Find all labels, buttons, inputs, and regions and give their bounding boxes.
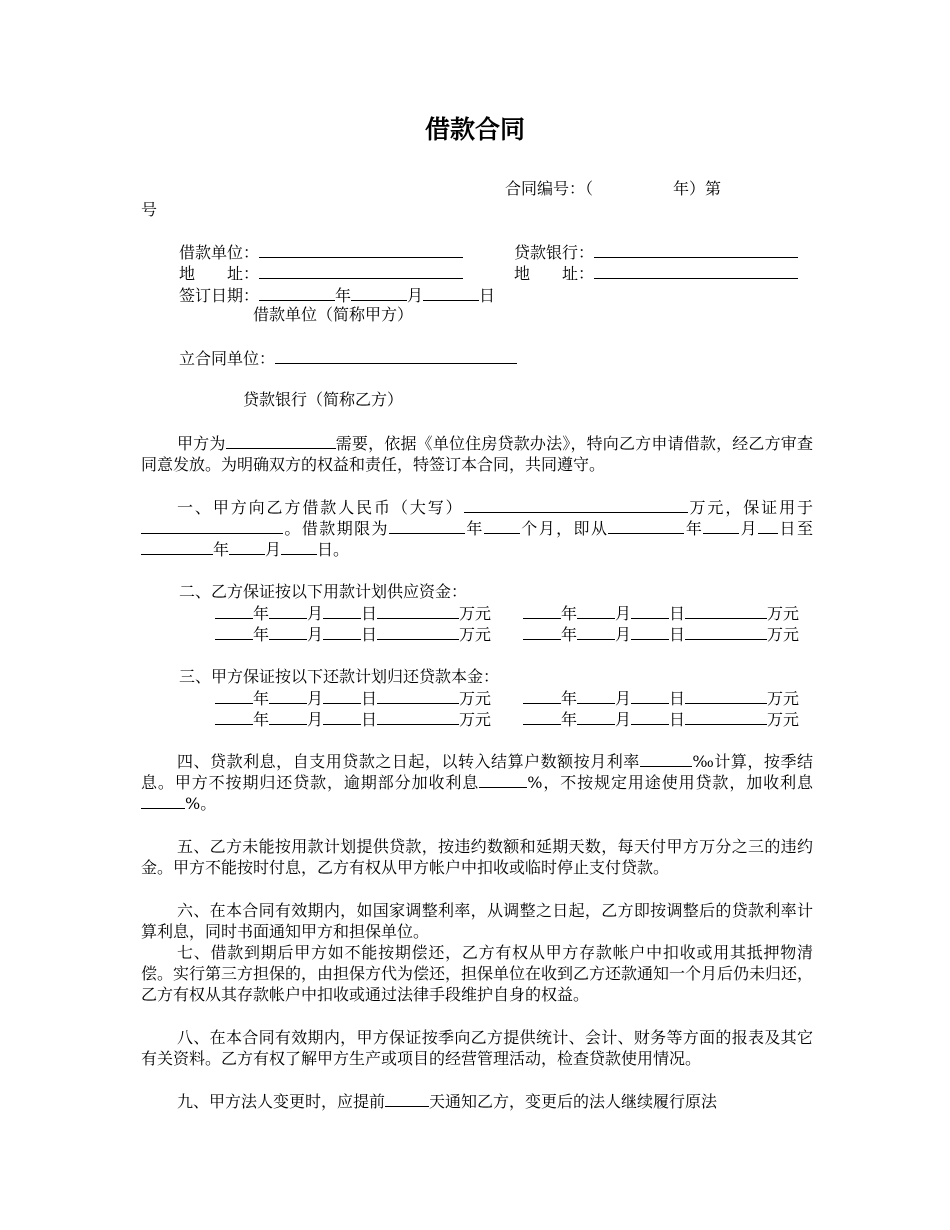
schedule-day-unit: 日 <box>361 625 378 644</box>
schedule-amount-unit: 万元 <box>767 604 800 623</box>
clause-1-text-e: 个月，即从 <box>519 519 609 538</box>
term-years-blank[interactable] <box>389 518 465 534</box>
schedule-amount-blank[interactable] <box>685 624 767 640</box>
schedule-amount-blank[interactable] <box>377 688 459 704</box>
schedule-amount-unit: 万元 <box>459 710 492 729</box>
schedule-month-unit: 月 <box>307 689 324 708</box>
loan-usage-blank[interactable] <box>141 518 283 534</box>
sign-date-field <box>179 285 495 306</box>
intro-paragraph <box>141 433 813 475</box>
schedule-year-unit: 年 <box>253 710 270 729</box>
address-label-1: 地 址： <box>179 264 260 283</box>
schedule-amount-blank[interactable] <box>377 603 459 619</box>
schedule-amount-unit: 万元 <box>767 625 800 644</box>
clause-1-text-f: 年 <box>684 519 704 538</box>
schedule-amount-unit: 万元 <box>767 689 800 708</box>
start-month-blank[interactable] <box>703 518 739 534</box>
supply-schedule-row <box>523 624 799 645</box>
start-year-blank[interactable] <box>608 518 684 534</box>
overdue-rate-blank[interactable] <box>479 772 527 788</box>
address-blank-1[interactable] <box>259 263 463 279</box>
contract-number-hao: 号 <box>141 200 158 219</box>
clause-1-text-d: 年 <box>464 519 484 538</box>
schedule-day-blank[interactable] <box>631 688 669 704</box>
schedule-month-blank[interactable] <box>577 603 615 619</box>
schedule-day-blank[interactable] <box>631 624 669 640</box>
contract-number-prefix: 合同编号：（ <box>505 179 594 198</box>
bank-label: 贷款银行： <box>514 243 595 262</box>
clause-7: 七、借款到期后甲方如不能按期偿还，乙方有权从甲方存款帐户中扣收或用其抵押物清偿。实行第三方担保的，由担保方代为偿还，担保单位在收到乙方还款通知一个月后仍未归还，乙方有权从其存款帐户中扣收或通过法律手段维护自身的权益。 <box>141 943 814 1004</box>
schedule-day-unit: 日 <box>361 604 378 623</box>
schedule-month-blank[interactable] <box>577 709 615 725</box>
repay-schedule-row <box>523 688 799 709</box>
schedule-day-unit: 日 <box>669 604 686 623</box>
clause-4-text-d: %。 <box>185 794 217 813</box>
schedule-month-unit: 月 <box>615 689 632 708</box>
borrower-blank[interactable] <box>259 242 463 258</box>
schedule-year-unit: 年 <box>253 689 270 708</box>
schedule-month-unit: 月 <box>615 710 632 729</box>
party-field <box>179 348 517 369</box>
supply-schedule-row <box>523 603 799 624</box>
clause-9-text-a: 九、甲方法人变更时，应提前 <box>177 1092 386 1111</box>
contract-number-year: 年）第 <box>673 179 722 198</box>
supply-schedule-row <box>215 624 491 645</box>
schedule-year-blank[interactable] <box>215 709 253 725</box>
schedule-day-unit: 日 <box>669 689 686 708</box>
repay-schedule-row <box>215 688 491 709</box>
borrower-abbr: 借款单位（简称甲方） <box>253 305 414 324</box>
address-blank-2[interactable] <box>594 263 798 279</box>
clause-1-text-j: 月 <box>265 540 282 559</box>
schedule-month-unit: 月 <box>307 625 324 644</box>
repay-schedule-row <box>523 709 799 730</box>
monthly-rate-blank[interactable] <box>640 751 692 767</box>
schedule-year-unit: 年 <box>253 604 270 623</box>
schedule-month-blank[interactable] <box>577 624 615 640</box>
schedule-day-blank[interactable] <box>323 709 361 725</box>
address-field-1 <box>179 263 463 284</box>
sign-month-blank[interactable] <box>351 285 407 301</box>
schedule-day-blank[interactable] <box>631 709 669 725</box>
term-months-blank[interactable] <box>484 518 520 534</box>
schedule-year-blank[interactable] <box>523 709 561 725</box>
party-blank[interactable] <box>275 348 517 364</box>
schedule-day-blank[interactable] <box>631 603 669 619</box>
schedule-day-blank[interactable] <box>323 603 361 619</box>
schedule-month-unit: 月 <box>307 604 324 623</box>
clause-2-heading: 二、乙方保证按以下用款计划供应资金： <box>179 582 468 601</box>
schedule-amount-blank[interactable] <box>377 624 459 640</box>
address-field-2 <box>514 263 798 284</box>
schedule-year-unit: 年 <box>253 625 270 644</box>
schedule-year-unit: 年 <box>561 689 578 708</box>
repay-schedule-row <box>215 709 491 730</box>
schedule-month-unit: 月 <box>307 710 324 729</box>
schedule-year-blank[interactable] <box>523 688 561 704</box>
sign-year-unit: 年 <box>335 286 352 305</box>
schedule-month-blank[interactable] <box>269 688 307 704</box>
schedule-year-blank[interactable] <box>523 624 561 640</box>
start-day-blank[interactable] <box>758 518 778 534</box>
schedule-day-blank[interactable] <box>323 688 361 704</box>
schedule-day-blank[interactable] <box>323 624 361 640</box>
schedule-month-blank[interactable] <box>269 603 307 619</box>
clause-6: 六、在本合同有效期内，如国家调整利率，从调整之日起，乙方即按调整后的贷款利率计算利息，同时书面通知甲方和担保单位。 <box>141 901 813 941</box>
clause-3-heading: 三、甲方保证按以下还款计划归还贷款本金： <box>179 667 500 686</box>
schedule-month-blank[interactable] <box>269 624 307 640</box>
schedule-amount-blank[interactable] <box>377 709 459 725</box>
schedule-day-unit: 日 <box>361 710 378 729</box>
sign-day-blank[interactable] <box>423 285 479 301</box>
intro-text-b: 需要，依据《单位住房贷款办法》，特向乙方申请借款，经乙方审查同意发放。为明确双方的权益和责任，特签订本合同，共同遵守。 <box>141 434 813 474</box>
schedule-day-unit: 日 <box>361 689 378 708</box>
contract-number-label <box>505 179 721 199</box>
schedule-amount-unit: 万元 <box>459 689 492 708</box>
schedule-year-unit: 年 <box>561 710 578 729</box>
schedule-year-blank[interactable] <box>215 624 253 640</box>
clause-4-text-b: ‰计算，按季结息。甲方不按期归还贷款，逾期部分加收利息 <box>141 752 813 792</box>
schedule-amount-unit: 万元 <box>767 710 800 729</box>
clause-1-text-b: 万元，保证用于 <box>687 498 813 517</box>
notice-days-blank[interactable] <box>385 1091 429 1107</box>
clause-1-text-h: 日至 <box>778 519 813 538</box>
schedule-amount-blank[interactable] <box>685 688 767 704</box>
clause-8: 八、在本合同有效期内，甲方保证按季向乙方提供统计、会计、财务等方面的报表及其它有关资料。乙方有权了解甲方生产或项目的经营管理活动，检查贷款使用情况。 <box>141 1028 813 1068</box>
clause-1-text-a: 一、甲方向乙方借款人民币（大写） <box>177 498 464 517</box>
schedule-month-unit: 月 <box>615 625 632 644</box>
sign-month-unit: 月 <box>407 286 424 305</box>
borrower-field <box>179 242 463 263</box>
sign-date-label: 签订日期： <box>179 286 260 305</box>
supply-schedule-row <box>215 603 491 624</box>
schedule-amount-unit: 万元 <box>459 604 492 623</box>
intro-text-a: 甲方为 <box>177 434 226 453</box>
borrower-label: 借款单位： <box>179 243 260 262</box>
schedule-year-blank[interactable] <box>523 603 561 619</box>
schedule-month-blank[interactable] <box>577 688 615 704</box>
clause-4-text-c: %，不按规定用途使用贷款，加收利息 <box>527 773 813 792</box>
bank-abbr: 贷款银行（简称乙方） <box>243 390 404 409</box>
schedule-year-unit: 年 <box>561 604 578 623</box>
intro-purpose-blank[interactable] <box>226 433 336 449</box>
sign-year-blank[interactable] <box>259 285 335 301</box>
sign-day-unit: 日 <box>479 286 496 305</box>
clause-9 <box>141 1091 813 1112</box>
bank-blank[interactable] <box>594 242 798 258</box>
clause-1 <box>141 497 813 560</box>
clause-1-text-c: 。借款期限为 <box>283 519 389 538</box>
clause-4 <box>141 751 813 814</box>
schedule-amount-blank[interactable] <box>685 709 767 725</box>
address-label-2: 地 址： <box>514 264 595 283</box>
schedule-day-unit: 日 <box>669 710 686 729</box>
clause-1-text-k: 日。 <box>317 540 350 559</box>
clause-1-text-i: 年 <box>213 540 230 559</box>
bank-field <box>514 242 798 263</box>
end-year-blank[interactable] <box>141 539 213 555</box>
end-month-blank[interactable] <box>229 539 265 555</box>
schedule-year-blank[interactable] <box>215 688 253 704</box>
clause-5: 五、乙方未能按用款计划提供贷款，按违约数额和延期天数，每天付甲方万分之三的违约金。甲方不能按时付息，乙方有权从甲方帐户中扣收或临时停止支付贷款。 <box>141 837 813 877</box>
schedule-day-unit: 日 <box>669 625 686 644</box>
end-day-blank[interactable] <box>281 539 317 555</box>
misuse-rate-blank[interactable] <box>141 793 185 809</box>
document-title: 借款合同 <box>424 115 525 144</box>
schedule-month-blank[interactable] <box>269 709 307 725</box>
schedule-amount-unit: 万元 <box>459 625 492 644</box>
party-label: 立合同单位： <box>179 349 276 368</box>
clause-1-text-g: 月 <box>739 519 759 538</box>
clause-9-text-b: 天通知乙方，变更后的法人继续履行原法 <box>429 1092 718 1111</box>
schedule-amount-blank[interactable] <box>685 603 767 619</box>
schedule-year-unit: 年 <box>561 625 578 644</box>
schedule-year-blank[interactable] <box>215 603 253 619</box>
clause-4-text-a: 四、贷款利息，自支用贷款之日起，以转入结算户数额按月利率 <box>177 752 640 771</box>
schedule-month-unit: 月 <box>615 604 632 623</box>
loan-amount-blank[interactable] <box>464 497 688 513</box>
